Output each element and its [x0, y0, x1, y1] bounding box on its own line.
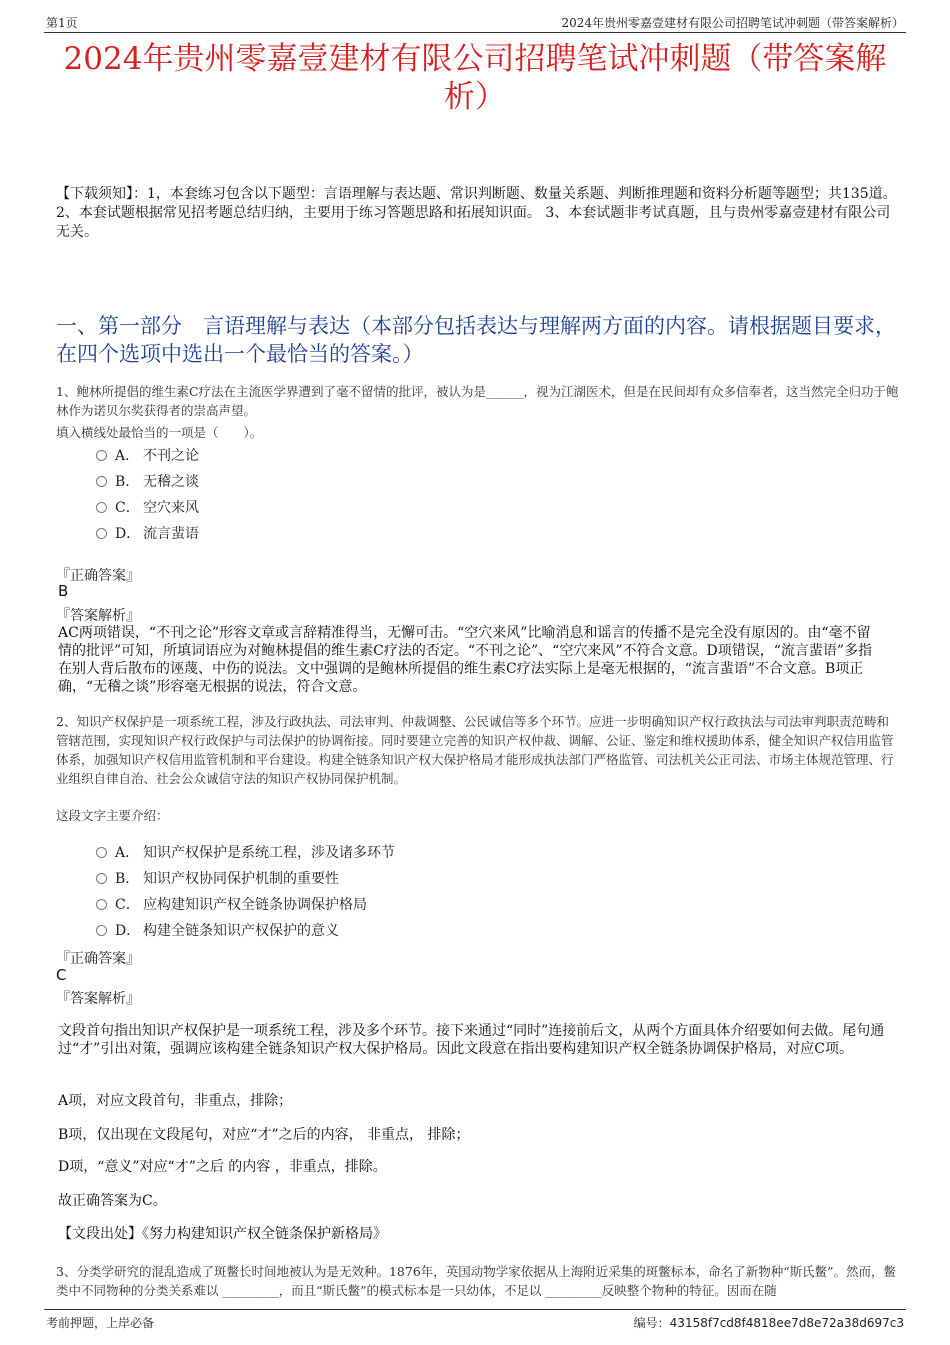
q2-source: 【文段出处】《努力构建知识产权全链条保护新格局》 [58, 1226, 387, 1242]
q2-analysis-main: 文段首句指出知识产权保护是一项系统工程，涉及多个环节。接下来通过“同时”连接前后文，从两个方面具体介绍要如何去做。尾句通过“才”引出对策，强调应该构建全链条知识产权大保护格局。因此文段意在指出要构建知识产权全链条协调保护格局，对应C项。 [58, 1023, 885, 1057]
q2-option-c[interactable]: C． 应构建知识产权全链条协调保护格局 [96, 894, 367, 914]
q1-correct-label: 『正确答案』 [56, 568, 140, 584]
q2-analysis-label: 『答案解析』 [56, 991, 140, 1007]
radio-icon[interactable] [96, 450, 107, 461]
download-notice: 【下载须知】：1，本套练习包含以下题型：言语理解与表达题、常识判断题、数量关系题、判断推理题和资料分析题等题型；共135道。 2、本套试题根据常见招考题总结归纳，主要用于练习答题思路和拓展知识面。 3、本套试题非考试真题，且与贵州零嘉壹建材有限公司无关。 [56, 186, 897, 240]
q2-correct-label: 『正确答案』 [56, 951, 140, 967]
page-number: 第1页 [46, 16, 78, 30]
radio-icon[interactable] [96, 873, 107, 884]
running-header-title: 2024年贵州零嘉壹建材有限公司招聘笔试冲刺题（带答案解析） [561, 16, 904, 30]
q2-analysis-a: A项，对应文段首句，非重点，排除； [58, 1093, 293, 1109]
q1-option-c[interactable]: C． 空穴来风 [96, 497, 199, 517]
question-2-stem: 2、知识产权保护是一项系统工程，涉及行政执法、司法审判、仲裁调整、公民诚信等多个环节。应进一步明确知识产权行政执法与司法审判职责范畴和管辖范围，实现知识产权行政保护与司法保护的协调衔接。同时要建立完善的知识产权仲裁、调解、公证、鉴定和维权援助体系，健全知识产权信用监管体系，加强知识产权信用监管机制和平台建设。构建全链条知识产权大保护格局才能形成执法部门严格监管、司法机关公正司法、市场主体规范管理、行业组织自律自治、社会公众诚信守法的知识产权协同保护机制。 [56, 714, 894, 786]
q2-correct-answer: C [56, 966, 67, 984]
q1-option-d[interactable]: D． 流言蜚语 [96, 523, 199, 543]
radio-icon[interactable] [96, 476, 107, 487]
radio-icon[interactable] [96, 502, 107, 513]
question-1-prompt: 填入横线处最恰当的一项是（ ）。 [56, 425, 263, 440]
footer-slogan: 考前押题，上岸必备 [46, 1316, 155, 1330]
footer-code [634, 1314, 904, 1331]
q2-conclusion: 故正确答案为C。 [58, 1193, 167, 1209]
radio-icon[interactable] [96, 528, 107, 539]
footer-rule [44, 1309, 906, 1310]
q2-analysis-d: D项，“意义”对应“才”之后 的内容 ，非重点，排除。 [58, 1159, 387, 1175]
footer-code-label: 编号： [633, 1316, 670, 1330]
q2-analysis-b: B项，仅出现在文段尾句，对应“才”之后的内容， 非重点， 排除； [58, 1127, 470, 1143]
q1-option-a[interactable]: A． 不刊之论 [96, 445, 199, 465]
q2-option-a[interactable]: A． 知识产权保护是系统工程，涉及诸多环节 [96, 842, 395, 862]
q1-analysis-label: 『答案解析』 [56, 608, 140, 624]
question-3-stem: 3、分类学研究的混乱造成了斑鳖长时间地被认为是无效种。1876年，英国动物学家依据从上海附近采集的斑鳖标本，命名了新物种“斯氏鳖”。然而，鳖类中不同物种的分类关系难以 _________，而且“斯氏鳖”的模式标本是一只幼体，不足以 _________反映整个物种的特征。因而在随 [56, 1264, 897, 1298]
q2-option-b[interactable]: B． 知识产权协同保护机制的重要性 [96, 868, 339, 888]
q1-correct-answer: B [58, 582, 69, 600]
question-1-stem: 1、鲍林所提倡的维生素C疗法在主流医学界遭到了毫不留情的批评，被认为是______，视为江湖医术，但是在民间却有众多信奉者，这当然完全归功于鲍林作为诺贝尔奖获得者的崇高声望。 [56, 384, 899, 418]
header-rule [44, 32, 906, 33]
q1-analysis: AC两项错误，“不刊之论”形容文章或言辞精准得当，无懈可击。“空穴来风”比喻消息和谣言的传播不是完全没有原因的。由“毫不留情的批评”可知，所填词语应为对鲍林提倡的维生素C疗法的否定。“不刊之论”、“空穴来风”不符合文意。D项错误，“流言蜚语”多指在别人背后散布的诬蔑、中伤的说法。文中强调的是鲍林所提倡的维生素C疗法实际上是毫无根据的，“流言蜚语”不合文意。B项正确，“无稽之谈”形容毫无根据的说法，符合文意。 [58, 625, 873, 695]
question-2-prompt: 这段文字主要介绍： [56, 808, 169, 823]
footer-code-value: 43158f7cd8f4818ee7d8e72a38d697c3 [669, 1316, 904, 1330]
q1-option-b[interactable]: B． 无稽之谈 [96, 471, 199, 491]
radio-icon[interactable] [96, 899, 107, 910]
document-title: 2024年贵州零嘉壹建材有限公司招聘笔试冲刺题（带答案解析） [63, 41, 887, 115]
radio-icon[interactable] [96, 925, 107, 936]
section-heading: 一、第一部分 言语理解与表达（本部分包括表达与理解两方面的内容。请根据题目要求，在四个选项中选出一个最恰当的答案。） [56, 314, 896, 366]
radio-icon[interactable] [96, 847, 107, 858]
q2-option-d[interactable]: D． 构建全链条知识产权保护的意义 [96, 920, 339, 940]
